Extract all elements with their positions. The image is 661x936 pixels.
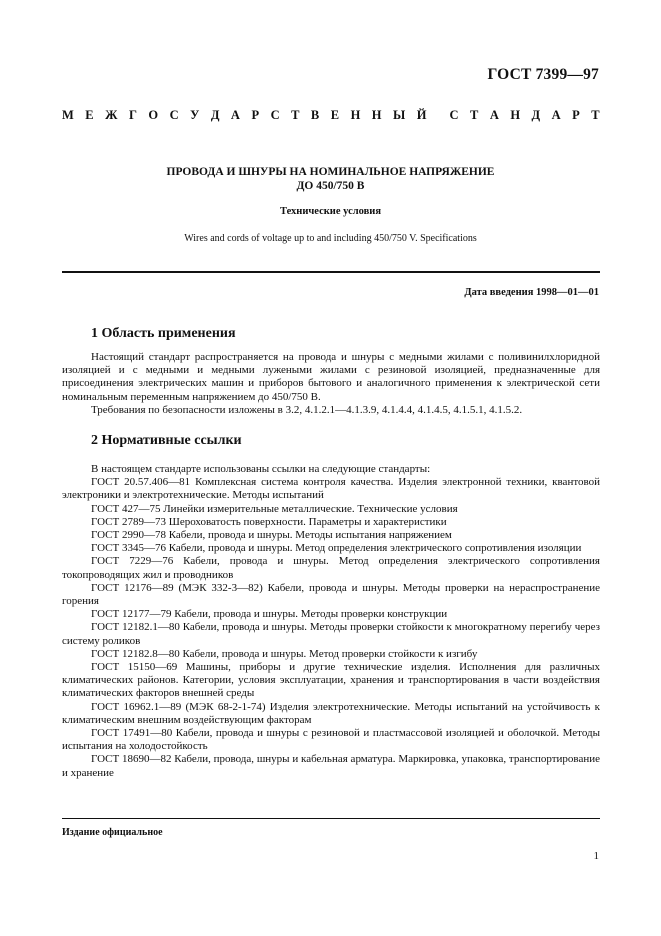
banner-letter: Д — [531, 108, 541, 122]
banner-letter: Н — [350, 108, 361, 122]
reference-item: ГОСТ 7229—76 Кабели, провода и шнуры. Метод определения электрического сопротивления токопроводящих жил и проводников — [62, 555, 600, 581]
section-2-body — [62, 463, 600, 780]
banner-letter: Д — [210, 108, 220, 122]
title-line: ДО 450/750 В — [296, 180, 365, 192]
banner-letter: А — [489, 108, 499, 122]
banner-letter: А — [551, 108, 561, 122]
banner-letter: У — [190, 108, 200, 122]
reference-item: ГОСТ 427—75 Линейки измерительные металлические. Технические условия — [91, 502, 458, 515]
reference-item: ГОСТ 3345—76 Кабели, провода и шнуры. Метод определения электрического сопротивления изоляции — [91, 542, 582, 555]
english-title: Wires and cords of voltage up to and including 450/750 V. Specifications — [184, 233, 477, 244]
document-title — [0, 165, 661, 193]
section-1-body — [62, 351, 600, 417]
banner-letter: Е — [330, 108, 340, 122]
banner-letter: Ж — [105, 108, 118, 122]
reference-item: ГОСТ 15150—69 Машины, приборы и другие технические изделия. Исполнения для различных климатических районов. Категории, условия эксплуатации, хранения и транспортирования в части воздействия климатических факторов внешней среды — [62, 661, 600, 700]
paragraph: Настоящий стандарт распространяется на провода и шнуры с медными жилами с поливинилхлоридной изоляцией и с медными и медными лужеными жилами с резиновой изоляцией, предназначенные для присоединения электрических машин и приборов бытового и аналогичного применения к электрической сети номинальным переменным напряжением до 450/750 В. — [62, 351, 600, 403]
footer-divider — [62, 818, 600, 819]
page-number: 1 — [593, 850, 599, 862]
document-subtitle: Технические условия — [279, 206, 382, 217]
banner-letter: Й — [416, 108, 427, 122]
banner-letter: М — [62, 108, 74, 122]
banner-letter: Е — [85, 108, 94, 122]
standard-number: ГОСТ 7399—97 — [487, 66, 599, 83]
reference-item: ГОСТ 12182.1—80 Кабели, провода и шнуры. Методы проверки стойкости к многократному перегибу через систему роликов — [62, 621, 600, 647]
reference-item: ГОСТ 20.57.406—81 Комплексная система контроля качества. Изделия электронной техники, квантовой электроники и электротехнические. Методы испытаний — [62, 476, 600, 502]
reference-item: ГОСТ 16962.1—89 (МЭК 68-2-1-74) Изделия электротехнические. Методы испытаний на устойчивость к климатическим внешним воздействующим факторам — [62, 700, 600, 726]
banner-letter: Г — [128, 108, 137, 122]
reference-item: ГОСТ 2990—78 Кабели, провода и шнуры. Методы испытания напряжением — [91, 529, 452, 542]
banner-letter: Т — [591, 108, 600, 122]
banner-letter: Т — [291, 108, 300, 122]
reference-item: ГОСТ 12182.8—80 Кабели, провода и шнуры. Метод проверки стойкости к изгибу — [91, 647, 478, 660]
banner-letter: Н — [510, 108, 521, 122]
banner-letter: С — [449, 108, 459, 122]
banner-letter: Ы — [393, 108, 406, 122]
banner-letter: Р — [251, 108, 260, 122]
section-1-heading: 1 Область применения — [91, 326, 236, 341]
banner-letter: А — [230, 108, 240, 122]
banner-letter: С — [270, 108, 280, 122]
reference-item: ГОСТ 12177—79 Кабели, провода и шнуры. Методы проверки конструкции — [91, 608, 448, 621]
banner-letter: Н — [371, 108, 382, 122]
title-divider — [62, 271, 600, 273]
reference-item: ГОСТ 2789—73 Шероховатость поверхности. Параметры и характеристики — [91, 515, 447, 528]
banner-letter: Т — [469, 108, 479, 122]
paragraph: Требования по безопасности изложены в 3.2, 4.1.2.1—4.1.3.9, 4.1.4.4, 4.1.4.5, 4.1.5.1, 4.1.5.2. — [91, 403, 523, 416]
paragraph: В настоящем стандарте использованы ссылки на следующие стандарты: — [91, 463, 431, 475]
reference-item: ГОСТ 17491—80 Кабели, провода и шнуры с резиновой и пластмассовой изоляцией и оболочкой. Методы испытания на холодостойкость — [62, 727, 600, 753]
reference-item: ГОСТ 12176—89 (МЭК 332-3—82) Кабели, провода и шнуры. Методы проверки на нераспространение горения — [62, 581, 600, 608]
banner-letter: С — [169, 108, 179, 122]
section-2-heading: 2 Нормативные ссылки — [91, 433, 242, 448]
banner-letter: Р — [572, 108, 580, 122]
interstate-standard-banner — [62, 108, 600, 123]
introduction-date: Дата введения 1998—01—01 — [464, 287, 599, 298]
banner-letter: О — [148, 108, 159, 122]
reference-item: ГОСТ 18690—82 Кабели, провода, шнуры и кабельная арматура. Маркировка, упаковка, транспортирование и хранение — [62, 753, 600, 779]
banner-letter: В — [310, 108, 320, 122]
title-line: ПРОВОДА И ШНУРЫ НА НОМИНАЛЬНОЕ НАПРЯЖЕНИЕ — [166, 166, 495, 178]
edition-note: Издание официальное — [62, 827, 163, 838]
